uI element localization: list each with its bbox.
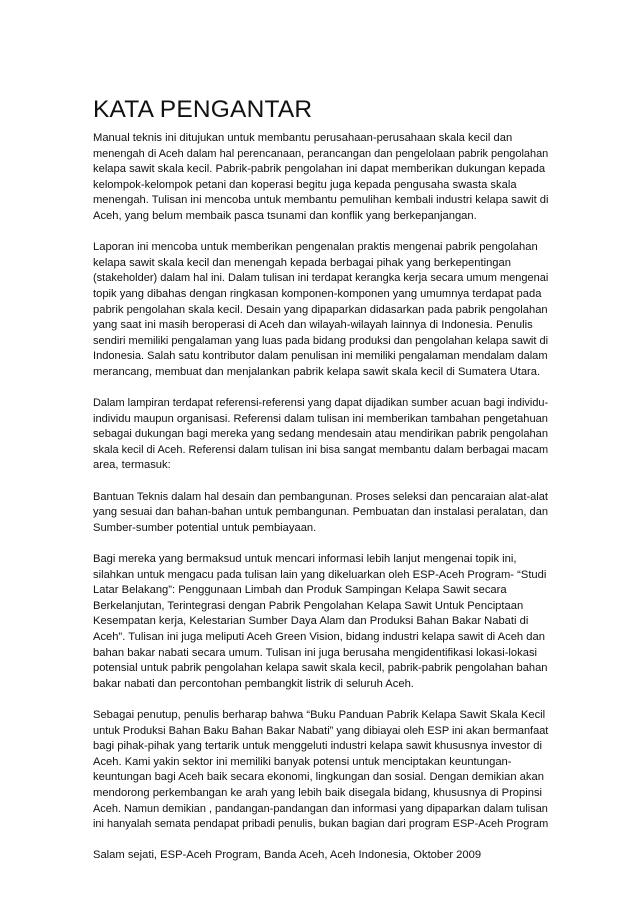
paragraph — [93, 552, 548, 692]
text-line: Sumber-sumber potential untuk pembiayaan. — [93, 521, 317, 534]
paragraph — [93, 131, 548, 225]
text-line: bahan bakar nabati secara umum. Tulisan ini juga berusaha mengidentifikasi lokasi-lokasi — [93, 646, 538, 659]
text-line: pabrik pengolahan skala kecil. Desain yang dipaparkan didasarkan pada pabrik pengolahan — [93, 303, 548, 316]
paragraph — [93, 708, 548, 833]
text-line: Sebagai penutup, penulis berharap bahwa “Buku Panduan Pabrik Kelapa Sawit Skala Kecil — [93, 708, 546, 721]
text-line: merancang, membuat dan menjalankan pabrik kelapa sawit skala kecil di Sumatera Utara. — [93, 365, 541, 378]
text-line: kelapa sawit skala kecil dan menengah kepada berbagai pihak yang berkepentingan — [93, 256, 511, 269]
paragraphs — [93, 131, 548, 833]
text-line: keuntungan bagi Aceh baik secara ekonomi, lingkungan dan sosial. Dengan demikian akan — [93, 771, 544, 784]
text-line: area, termasuk: — [93, 459, 171, 472]
paragraph — [93, 240, 548, 380]
page-title: KATA PENGANTAR — [93, 96, 313, 123]
text-line: Bantuan Teknis dalam hal desain dan pembangunan. Proses seleksi dan pencaraian alat-alat — [93, 490, 548, 503]
paragraph — [93, 396, 548, 474]
text-line: ini hanyalah semata pendapat pribadi penulis, bukan bagian dari program ESP-Aceh Program — [93, 818, 549, 831]
text-line: kelapa sawit skala kecil. Pabrik-pabrik pengolahan ini dapat memberikan dukungan kepada — [93, 163, 546, 176]
document-page — [93, 95, 548, 864]
text-line: potensial untuk pabrik pengolahan kelapa sawit skala kecil, pabrik-pabrik pengolahan bahan — [93, 662, 548, 675]
text-line: bakar nabati dan percontohan pembangkit listrik di seluruh Aceh. — [93, 677, 414, 690]
text-line: yang saat ini masih beroperasi di Aceh dan wilayah-wilayah lainnya di Indonesia. Penulis — [93, 319, 533, 332]
text-line: Bagi mereka yang bermaksud untuk mencari informasi lebih lanjut mengenai topik ini, — [93, 553, 517, 566]
text-line: (stakeholder) dalam hal ini. Dalam tulisan ini terdapat kerangka kerja secara umum mengenai — [93, 272, 549, 285]
text-line: Aceh”. Tulisan ini juga meliputi Aceh Green Vision, bidang industri kelapa sawit di Aceh dan — [93, 631, 545, 643]
text-line: Indonesia. Salah satu kontributor dalam penulisan ini memiliki pengalaman mendalam dalam — [93, 350, 548, 363]
text-line: yang sesuai dan bahan-bahan untuk pembangunan. Pembuatan dan instalasi peralatan, dan — [93, 506, 549, 519]
text-line: untuk Produksi Bahan Baku Bahan Bakar Nabati” yang dibiayai oleh ESP ini akan bermanfaat — [93, 724, 549, 737]
text-line: skala kecil di Aceh. Referensi dalam tulisan ini bisa sangat membantu dalam berbagai macam — [93, 443, 549, 456]
text-line: Berkelanjutan, Terintegrasi dengan Pabrik Pengolahan Kelapa Sawit Untuk Penciptaan — [93, 599, 524, 612]
text-line: topik yang dibahas dengan ringkasan komponen-komponen yang umumnya terdapat pada — [93, 287, 542, 300]
text-line: Manual teknis ini ditujukan untuk membantu perusahaan-perusahaan skala kecil dan — [93, 132, 513, 144]
text-line: Kesempatan kerja, Kelestarian Sumber Daya Alam dan Produksi Bahan Bakar Nabati di — [93, 615, 529, 628]
text-line: kelompok-kelompok petani dan koperasi begitu juga kepada pengusaha swasta skala — [93, 178, 517, 191]
text-line: Aceh. Kami yakin sektor ini memiliki banyak potensi untuk menciptakan keuntungan- — [93, 755, 512, 768]
text-line: silahkan untuk mengacu pada tulisan lain yang dikeluarkan oleh ESP-Aceh Program- “Studi — [93, 568, 547, 581]
text-line: menengah. Tulisan ini mencoba untuk membantu pemulihan kembali industri kelapa sawit di — [93, 194, 549, 207]
text-line: menengah di Aceh dalam hal perencanaan, perancangan dan pengelolaan pabrik pengolahan — [93, 147, 549, 160]
text-line: Dalam lampiran terdapat referensi-referensi yang dapat dijadikan sumber acuan bagi individu- — [93, 397, 549, 410]
text-line: Aceh, yang belum membaik pasca tsunami dan konflik yang berkepanjangan. — [93, 209, 477, 222]
paragraph — [93, 490, 548, 537]
text-line: bagi pihak-pihak yang tertarik untuk menggeluti industri kelapa sawit khususnya investor di — [93, 740, 542, 753]
closing-line: Salam sejati, ESP-Aceh Program, Banda Aceh, Aceh Indonesia, Oktober 2009 — [93, 849, 482, 862]
text-line: Aceh. Namun demikian , pandangan-pandangan dan informasi yang dipaparkan dalam tulisan — [93, 802, 548, 815]
text-line: sebagai dukungan bagi mereka yang sedang mendesain atau mendirikan pabrik pengolahan — [93, 428, 549, 441]
text-line: individu maupun organisasi. Referensi dalam tulisan ini memberikan tambahan pengetahuan — [93, 412, 548, 425]
text-line: mendorong perkembangan ke arah yang lebih baik disegala bidang, khususnya di Propinsi — [93, 786, 543, 799]
text-line: sendiri memiliki pengalaman yang luas pada bidang produksi dan pengolahan kelapa sawit di — [93, 334, 549, 347]
text-line: Laporan ini mencoba untuk memberikan pengenalan praktis mengenai pabrik pengolahan — [93, 241, 538, 254]
text-line: Latar Belakang”: Penggunaan Limbah dan Produk Sampingan Kelapa Sawit secara — [93, 584, 507, 597]
